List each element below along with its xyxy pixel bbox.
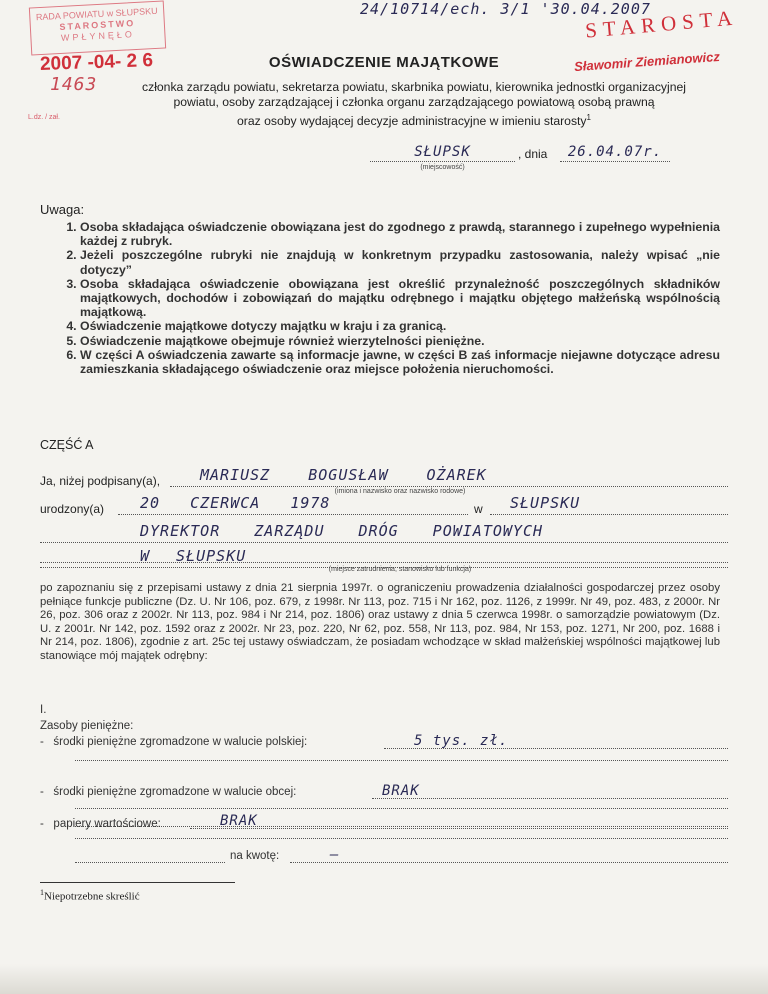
signed-label: Ja, niżej podpisany(a),: [40, 474, 161, 488]
subtitle: [100, 80, 728, 129]
subtitle-line: powiatu, osoby zarządzającej i członka organu zarządzającego powiatową osobą prawną: [173, 95, 655, 109]
stamp-number: 1463: [50, 74, 98, 95]
place-value: SŁUPSK: [414, 144, 471, 160]
stamp-line: WPŁYNĘŁO: [60, 29, 136, 43]
foreign-label: środki pieniężne zgromadzone w walucie obcej:: [53, 786, 297, 798]
amount-field: [290, 846, 728, 863]
part-1-roman: I.: [40, 704, 47, 716]
job-field-line-1: [40, 522, 728, 543]
legal-statement: po zapoznaniu się z przepisami ustawy z dnia 21 sierpnia 1997r. o ograniczeniu prowadzenia działalności gospodarczej przez osoby pełniące funkcje publiczne (Dz. U. Nr 106, poz. 679, z 1998r. Nr 113, poz. 715 i Nr 162, poz. 1126, z 1999r. Nr 49, poz. 483, z 2000r. Nr 26, poz. 306 oraz z 2002r. Nr 113, poz. 984 i Nr 214, poz. 1806) oraz ustawy z dnia 5 czerwca 1998r. o samorządzie powiatowym (Dz. U. z 2001r. Nr 142, poz. 1592 oraz z 2002r. Nr 23, poz. 220, Nr 62, poz. 558, Nr 113, poz. 984, Nr 153, poz. 1271, Nr 200, poz. 1688 i Nr 214, poz. 1806), zgodnie z art. 25c tej ustawy oświadczam, że posiadam wchodzące w skład małżeńskiej wspólności majątkowej lub stanowiące mój majątek odrębny:: [40, 582, 720, 662]
stamp-received-label: L.dz. / zał.: [28, 114, 60, 121]
place-caption: (miejscowość): [420, 164, 465, 171]
registration-stamp: [29, 1, 166, 56]
stamp-line: STAROSTWO: [59, 18, 136, 32]
born-in-label: w: [474, 502, 483, 516]
securities-value: BRAK: [220, 813, 258, 829]
scan-edge: [0, 964, 768, 994]
list-item: 3. Osoba składająca oświadczenie obowiązana jest określić przynależność poszczególnych składników majątkowych, dochodów i zobowiązań do majątku odrębnego i majątku objętego małżeńską wspólnością majątkową.: [80, 277, 720, 320]
part-1-heading: Zasoby pieniężne:: [40, 720, 134, 732]
born-date-field: [118, 494, 468, 515]
notes-heading: Uwaga:: [40, 202, 85, 217]
stamp-date: 2007 -04- 2 6: [39, 50, 154, 75]
signature-stamp: Sławomir Ziemianowicz: [573, 48, 721, 75]
name-caption: (imiona i nazwisko oraz nazwisko rodowe): [334, 488, 466, 495]
subtitle-line-text: oraz osoby wydającej decyzje administracyjne w imieniu starosty: [237, 114, 587, 129]
born-place-value: SŁUPSKU: [510, 494, 581, 512]
securities-extra-line: [75, 838, 728, 839]
date-field: [560, 143, 670, 162]
list-item: 2. Jeżeli poszczególne rubryki nie znajdują w konkretnym przypadku zastosowania, należy wpisać „nie dotyczy”: [80, 248, 720, 276]
list-item: 5. Oświadczenie majątkowe obejmuje również wierzytelności pieniężne.: [80, 334, 720, 348]
born-label: urodzony(a): [40, 502, 105, 516]
starosta-stamp: STAROSTA: [584, 5, 739, 43]
bullet: -: [40, 736, 54, 748]
pln-field: [384, 732, 728, 749]
securities-label: papiery wartościowe:: [53, 818, 161, 830]
place-field: [370, 143, 515, 162]
footnote-mark: 1: [40, 888, 44, 897]
list-item: 4. Oświadczenie majątkowe dotyczy majątku w kraju i za granicą.: [80, 319, 720, 333]
subtitle-line: [100, 110, 728, 129]
list-item: 6. W części A oświadczenia zawarte są informacje jawne, w części B zaś informacje niejawne dotyczące adresu zamieszkania składającego oświadczenie oraz miejsce położenia nieruchomości.: [80, 348, 720, 376]
amount-lead-line: [75, 862, 225, 863]
foreign-extra-line-1: [75, 808, 728, 809]
born-date-value: 20 CZERWCA 1978: [140, 494, 331, 512]
securities-field: [190, 812, 728, 829]
amount-value: —: [330, 847, 340, 863]
pln-label: środki pieniężne zgromadzone w walucie polskiej:: [53, 736, 308, 748]
page-title: OŚWIADCZENIE MAJĄTKOWE: [268, 54, 500, 71]
bullet: -: [40, 786, 54, 798]
job-field-line-2: [40, 547, 728, 568]
footnote-mark: 1: [586, 113, 591, 122]
footnote-text: Niepotrzebne skreślić: [44, 890, 140, 903]
subtitle-line: członka zarządu powiatu, sekretarza powiatu, skarbnika powiatu, kierownika jednostki organizacyjnej: [142, 80, 686, 94]
foreign-field: [372, 782, 728, 799]
date-value: 26.04.07r.: [567, 144, 663, 160]
notes-list: [50, 220, 720, 376]
name-value: MARIUSZ BOGUSŁAW OŻAREK: [200, 466, 487, 484]
foreign-label-row: [40, 786, 296, 798]
top-handwriting: 24/10714/ech. 3/1 '30.04.2007: [360, 0, 651, 18]
job-value-line-1: DYREKTOR ZARZĄDU DRÓG POWIATOWYCH: [140, 522, 544, 540]
job-caption: (miejsce zatrudnienia, stanowisko lub funkcja): [328, 566, 472, 573]
bullet: -: [40, 818, 54, 830]
job-value-line-2: W SŁUPSKU: [140, 547, 247, 565]
footnote-rule: [40, 882, 235, 883]
stamp-line: RADA POWIATU w SŁUPSKU: [35, 5, 158, 23]
pln-value: 5 tys. zł.: [414, 733, 509, 749]
name-field: [170, 466, 728, 487]
footnote: [40, 888, 140, 903]
job-field-line-3: [40, 562, 728, 563]
list-item: 1. Osoba składająca oświadczenie obowiązana jest do zgodnego z prawdą, starannego i zupełnego wypełnienia każdej z rubryk.: [80, 220, 720, 248]
section-a-heading: CZĘŚĆ A: [40, 438, 94, 452]
securities-label-row: [40, 818, 161, 830]
foreign-value: BRAK: [382, 783, 420, 799]
pln-extra-line: [75, 760, 728, 761]
born-place-field: [490, 494, 728, 515]
date-label: , dnia: [518, 147, 548, 161]
amount-label: na kwotę:: [230, 850, 280, 862]
